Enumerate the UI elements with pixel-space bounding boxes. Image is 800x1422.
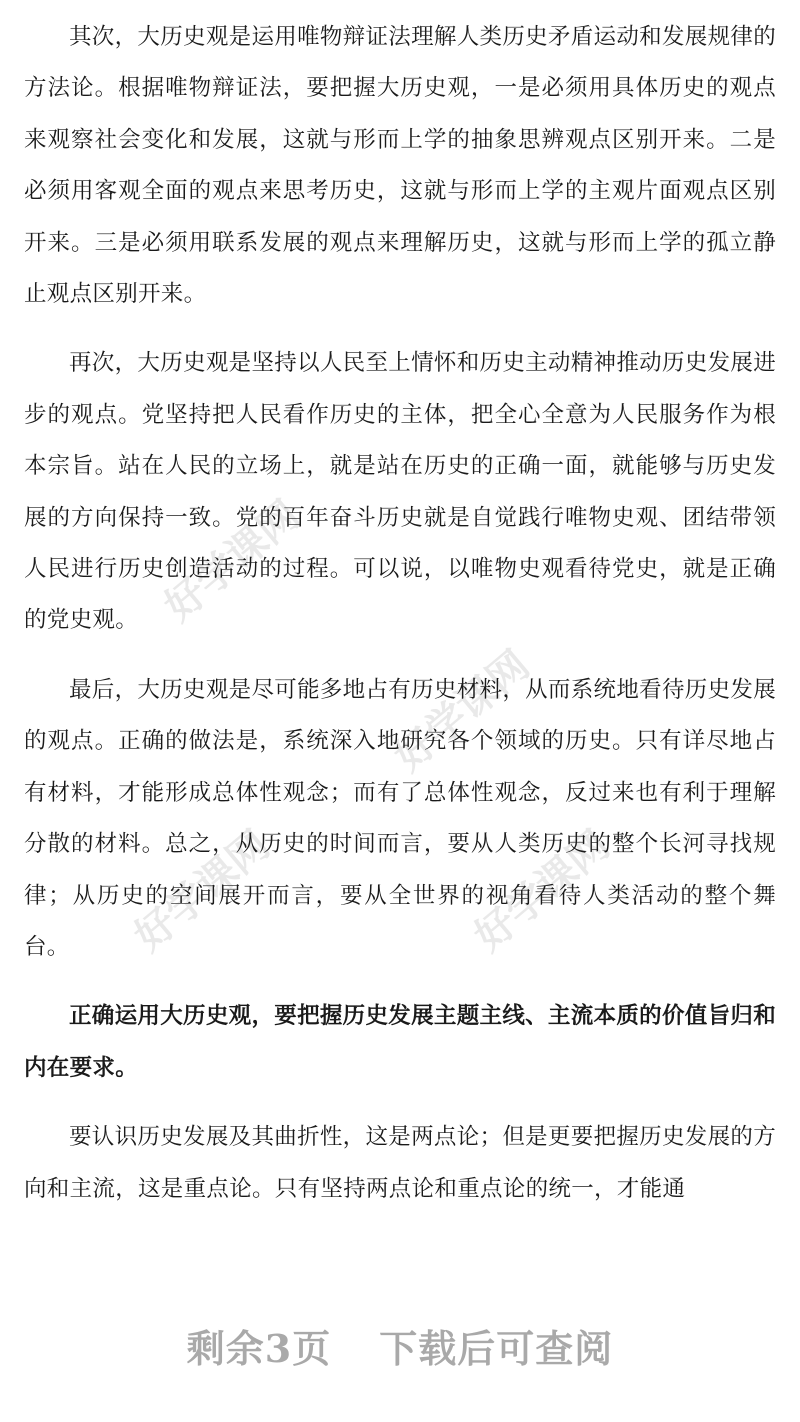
watermark: 好学课网 (466, 822, 619, 961)
paragraph-two-points: 要认识历史发展及其曲折性，这是两点论；但是更要把握历史发展的方向和主流，这是重点论。只有坚持两点论和重点论的统一，才能通 (24, 1124, 776, 1202)
watermark: 好学课网 (386, 642, 539, 781)
watermark: 好学课网 (156, 492, 309, 631)
document-body (24, 12, 776, 1233)
download-hint-label[interactable]: 下载后可查阅 (379, 1326, 614, 1371)
paragraph-secondly: 其次，大历史观是运用唯物辩证法理解人类历史矛盾运动和发展规律的方法论。根据唯物辩证法，要把握大历史观，一是必须用具体历史的观点来观察社会变化和发展，这就与形而上学的抽象思辨观点区别开来。二是必须用客观全面的观点来思考历史，这就与形而上学的主观片面观点区别开来。三是必须用联系发展的观点来理解历史，这就与形而上学的孤立静止观点区别开来。 (24, 24, 776, 308)
paragraph-finally: 最后，大历史观是尽可能多地占有历史材料，从而系统地看待历史发展的观点。正确的做法是，系统深入地研究各个领域的历史。只有详尽地占有材料，才能形成总体性观念；而有了总体性观念，反过来也有利于理解分散的材料。总之，从历史的时间而言，要从人类历史的整个长河寻找规律；从历史的空间展开而言，要从全世界的视角看待人类活动的整个舞台。 (24, 676, 776, 960)
section-heading: 正确运用大历史观，要把握历史发展主题主线、主流本质的价值旨归和内在要求。 (24, 1003, 776, 1081)
paragraph-again: 再次，大历史观是坚持以人民至上情怀和历史主动精神推动历史发展进步的观点。党坚持把人民看作历史的主体，把全心全意为人民服务作为根本宗旨。站在人民的立场上，就是站在历史的正确一面，就能够与历史发展的方向保持一致。党的百年奋斗历史就是自觉践行唯物史观、团结带领人民进行历史创造活动的过程。可以说，以唯物史观看待党史，就是正确的党史观。 (24, 350, 776, 634)
download-banner[interactable] (0, 1318, 800, 1373)
remaining-pages-label: 剩余3页 (186, 1326, 332, 1371)
watermark: 好学课网 (126, 822, 279, 961)
